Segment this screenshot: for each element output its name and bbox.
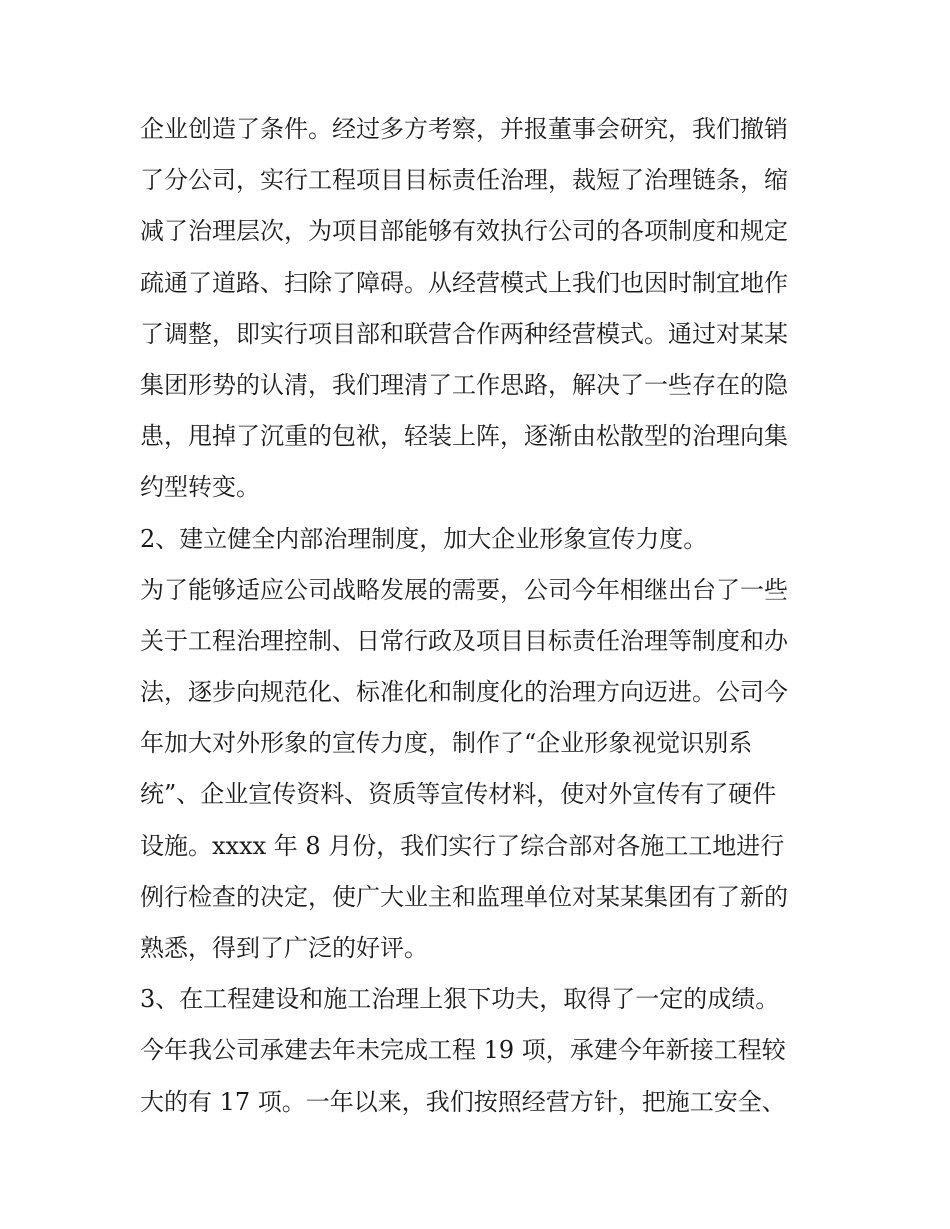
text-line: 集团形势的认清，我们理清了工作思路，解决了一些存在的隐 — [140, 370, 788, 399]
text-line: 熟悉，得到了广泛的好评。 — [140, 934, 428, 962]
document-body — [140, 104, 820, 1128]
text-line: 患，甩掉了沉重的包袱，轻装上阵，逐渐由松散型的治理向集 — [140, 422, 788, 451]
text-line: 设施。xxxx 年 8 月份，我们实行了综合部对各施工工地进行 — [140, 831, 785, 860]
text-line: 大的有 17 项。一年以来，我们按照经营方针，把施工安全、 — [140, 1087, 786, 1116]
text-line: 企业创造了条件。经过多方考察，并报董事会研究，我们撤销 — [140, 115, 788, 143]
text-line: 减了治理层次，为项目部能够有效执行公司的各项制度和规定 — [140, 217, 788, 246]
text-line: 统”、企业宣传资料、资质等宣传材料，使对外宣传有了硬件 — [140, 780, 777, 809]
text-line: 今年我公司承建去年未完成工程 19 项，承建今年新接工程较 — [140, 1036, 786, 1065]
section-heading-2: 2、建立健全内部治理制度，加大企业形象宣传力度。 — [140, 524, 708, 553]
text-line: 为了能够适应公司战略发展的需要，公司今年相继出台了一些 — [140, 575, 788, 604]
text-line: 法，逐步向规范化、标准化和制度化的治理方向迈进。公司今 — [140, 678, 788, 707]
text-line: 了分公司，实行工程项目目标责任治理，裁短了治理链条，缩 — [140, 166, 788, 195]
text-line: 例行检查的决定，使广大业主和监理单位对某某集团有了新的 — [140, 882, 788, 911]
text-line: 关于工程治理控制、日常行政及项目目标责任治理等制度和办 — [140, 626, 788, 655]
text-line: 了调整，即实行项目部和联营合作两种经营模式。通过对某某 — [140, 319, 788, 348]
text-line: 疏通了道路、扫除了障碍。从经营模式上我们也因时制宜地作 — [140, 268, 788, 297]
text-line: 年加大对外形象的宣传力度，制作了“企业形象视觉识别系 — [140, 729, 753, 758]
section-heading-3: 3、在工程建设和施工治理上狠下功夫，取得了一定的成绩。 — [140, 985, 780, 1014]
text-line: 约型转变。 — [140, 473, 260, 502]
